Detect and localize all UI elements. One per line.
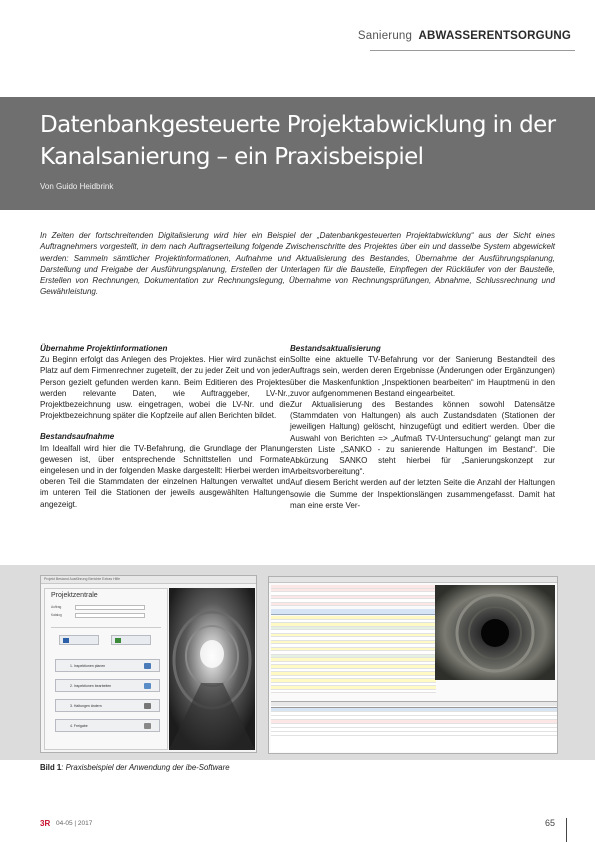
app-menubar: Projekt Bestand Ausführung Berichte Extras Hilfe [41,576,256,584]
article-title: Datenbankgesteuerte Projektabwicklung in der Kanalsanierung – ein Praxisbeispiel [40,112,556,170]
pipe-camera-image [435,585,555,680]
inspection-grid [271,616,436,693]
title-band [0,97,595,210]
magazine-logo: 3R [40,819,51,828]
inspection-camera-view [435,585,555,680]
stations-table [271,707,557,752]
caption-text: : Praxisbeispiel der Anwendung der ibe-Software [61,763,230,772]
article-byline: Von Guido Heidbrink [40,182,114,191]
panel-title: Projektzentrale [51,592,98,599]
page-number: 65 [545,818,556,828]
right-column [290,343,555,511]
heading-bestandsaktualisierung: Bestandsaktualisierung [290,344,381,353]
header-rule [370,50,575,51]
paragraph-bestandsaufnahme: Im Idealfall wird hier die TV-Befahrung, die Grundlage der Planung gewesen ist, über entsprechende Schnittstellen und Formate eingelesen und in der folgenden Maske dargestellt: Hierbei werden im oberen Teil die Stammdaten der einzelnen Haltungen verwaltet und im unteren Teil die Stationen der jeweils ausgewählten Haltungen angezeigt. [40,443,290,509]
meta-label: Katalog [51,613,62,617]
paragraph-projektinformationen: Zu Beginn erfolgt das Anlegen des Projektes. Hier wird zunächst ein Platz auf dem Firmenrechner zugeteilt, der zu jeder Zeit und von jeder Person gezielt gefunden werden kann. Beim Editieren des Projektes werden relevante Daten, wie Auftraggeber, LV-Nr., Projektbezeichnung usw. eingetragen, wobei die LV-Nr. und die Projektbezeichnung später die Kopfzeile auf allen Berichten bildet. [40,355,290,421]
paragraph-bestandsaktualisierung-2: Zur Aktualisierung des Bestandes können sowohl Datensätze (Stammdaten von Haltungen) als auch Zustandsdaten (Stationen der jeweiligen Haltung) gelöscht, hinzugefügt und editiert werden. Über die Auswahl von Berichten => „Aufmaß TV-Untersuchung“ gelangt man zur ersten Liste „SANKO - zu sanierende Haltungen im Bestand“. Die Abkürzung SANKO steht hierbei für „Sanierungskonzept zur Arbeitsvorbereitung“. [290,400,555,477]
toolbar-button [111,635,151,645]
step-button-change: 3. Haltungen ändern [55,699,160,712]
caption-label: Bild 1 [40,763,62,772]
figure-caption [40,763,230,772]
step-button-plan: 1. Inspektionen planen [55,659,160,672]
camera-icon [144,663,151,669]
screenshot-project-center [40,575,257,753]
splitter [271,701,557,706]
article-intro: In Zeiten der fortschreitenden Digitalisierung wird hier ein Beispiel der „Datenbankgesteuerten Projektabwicklung“ aus der Sicht eines Auftragnehmers vorgestellt, in dem nach Auftragserteilung folgende Zwischenschritte des Projektes über ein und dasselbe System abgewickelt werden: Sammeln sämtlicher Projektinformationen, Aufnahme und Aktualisierung des Bestandes, Übernahme der Ausführungsplanung, Darstellung und Freigabe der Ausführungsplanung, Erstellen der Unterlagen für die Baustelle, Einpflegen der Rückläufer von der Baustelle, Erstellen von Rechnungen, Dokumentation zur Rechnungslegung, Übernahme von Rechnungsprüfungen, Abnahme, Schlussrechnung und Gewährleistung. [40,231,555,297]
footer-rule [566,818,567,842]
paragraph-bestandsaktualisierung-1: Sollte eine aktuelle TV-Befahrung vor der Sanierung Bestandteil des Auftrags sein, werden deren Ergebnisse (Änderungen oder Ergänzungen) über die Maskenfunktion „Inspektionen bearbeiten“ im Hauptmenü in den zuvor aufgenommenen Bestand eingearbeitet. [290,355,555,398]
toolbar-button [59,635,99,645]
running-header [358,30,571,42]
sewer-pipe-photo [169,588,255,750]
meta-label: Auftrag [51,605,62,609]
project-center-panel [44,588,168,750]
step-button-release: 4. Freigabe [55,719,160,732]
database-icon [63,638,69,643]
issue-number: 04-05 | 2017 [56,820,93,827]
header-category: Sanierung [357,30,413,42]
pipe-tunnel-image [169,588,255,750]
step-button-edit: 2. Inspektionen bearbeiten [55,679,160,692]
heading-projektinformationen: Übernahme Projektinformationen [40,344,168,353]
wrench-icon [144,703,151,709]
check-icon [115,638,121,643]
screenshot-inventory-grid [268,576,558,754]
cog-icon [144,723,151,729]
paragraph-bestandsaktualisierung-3: Auf diesem Bericht werden auf der letzten Seite die Anzahl der Haltungen sowie die Summe der Inspektionslängen zusammengefasst. Damit hat man eine erste Ver- [290,478,555,510]
app-toolbar [269,577,557,583]
edit-icon [144,683,151,689]
heading-bestandsaufnahme: Bestandsaufnahme [40,432,115,442]
meta-field [75,613,145,618]
master-data-grid [271,585,436,606]
left-column [40,343,290,510]
grid-header [271,609,436,615]
meta-field [75,605,145,610]
header-section: ABWASSERENTSORGUNG [418,30,571,42]
